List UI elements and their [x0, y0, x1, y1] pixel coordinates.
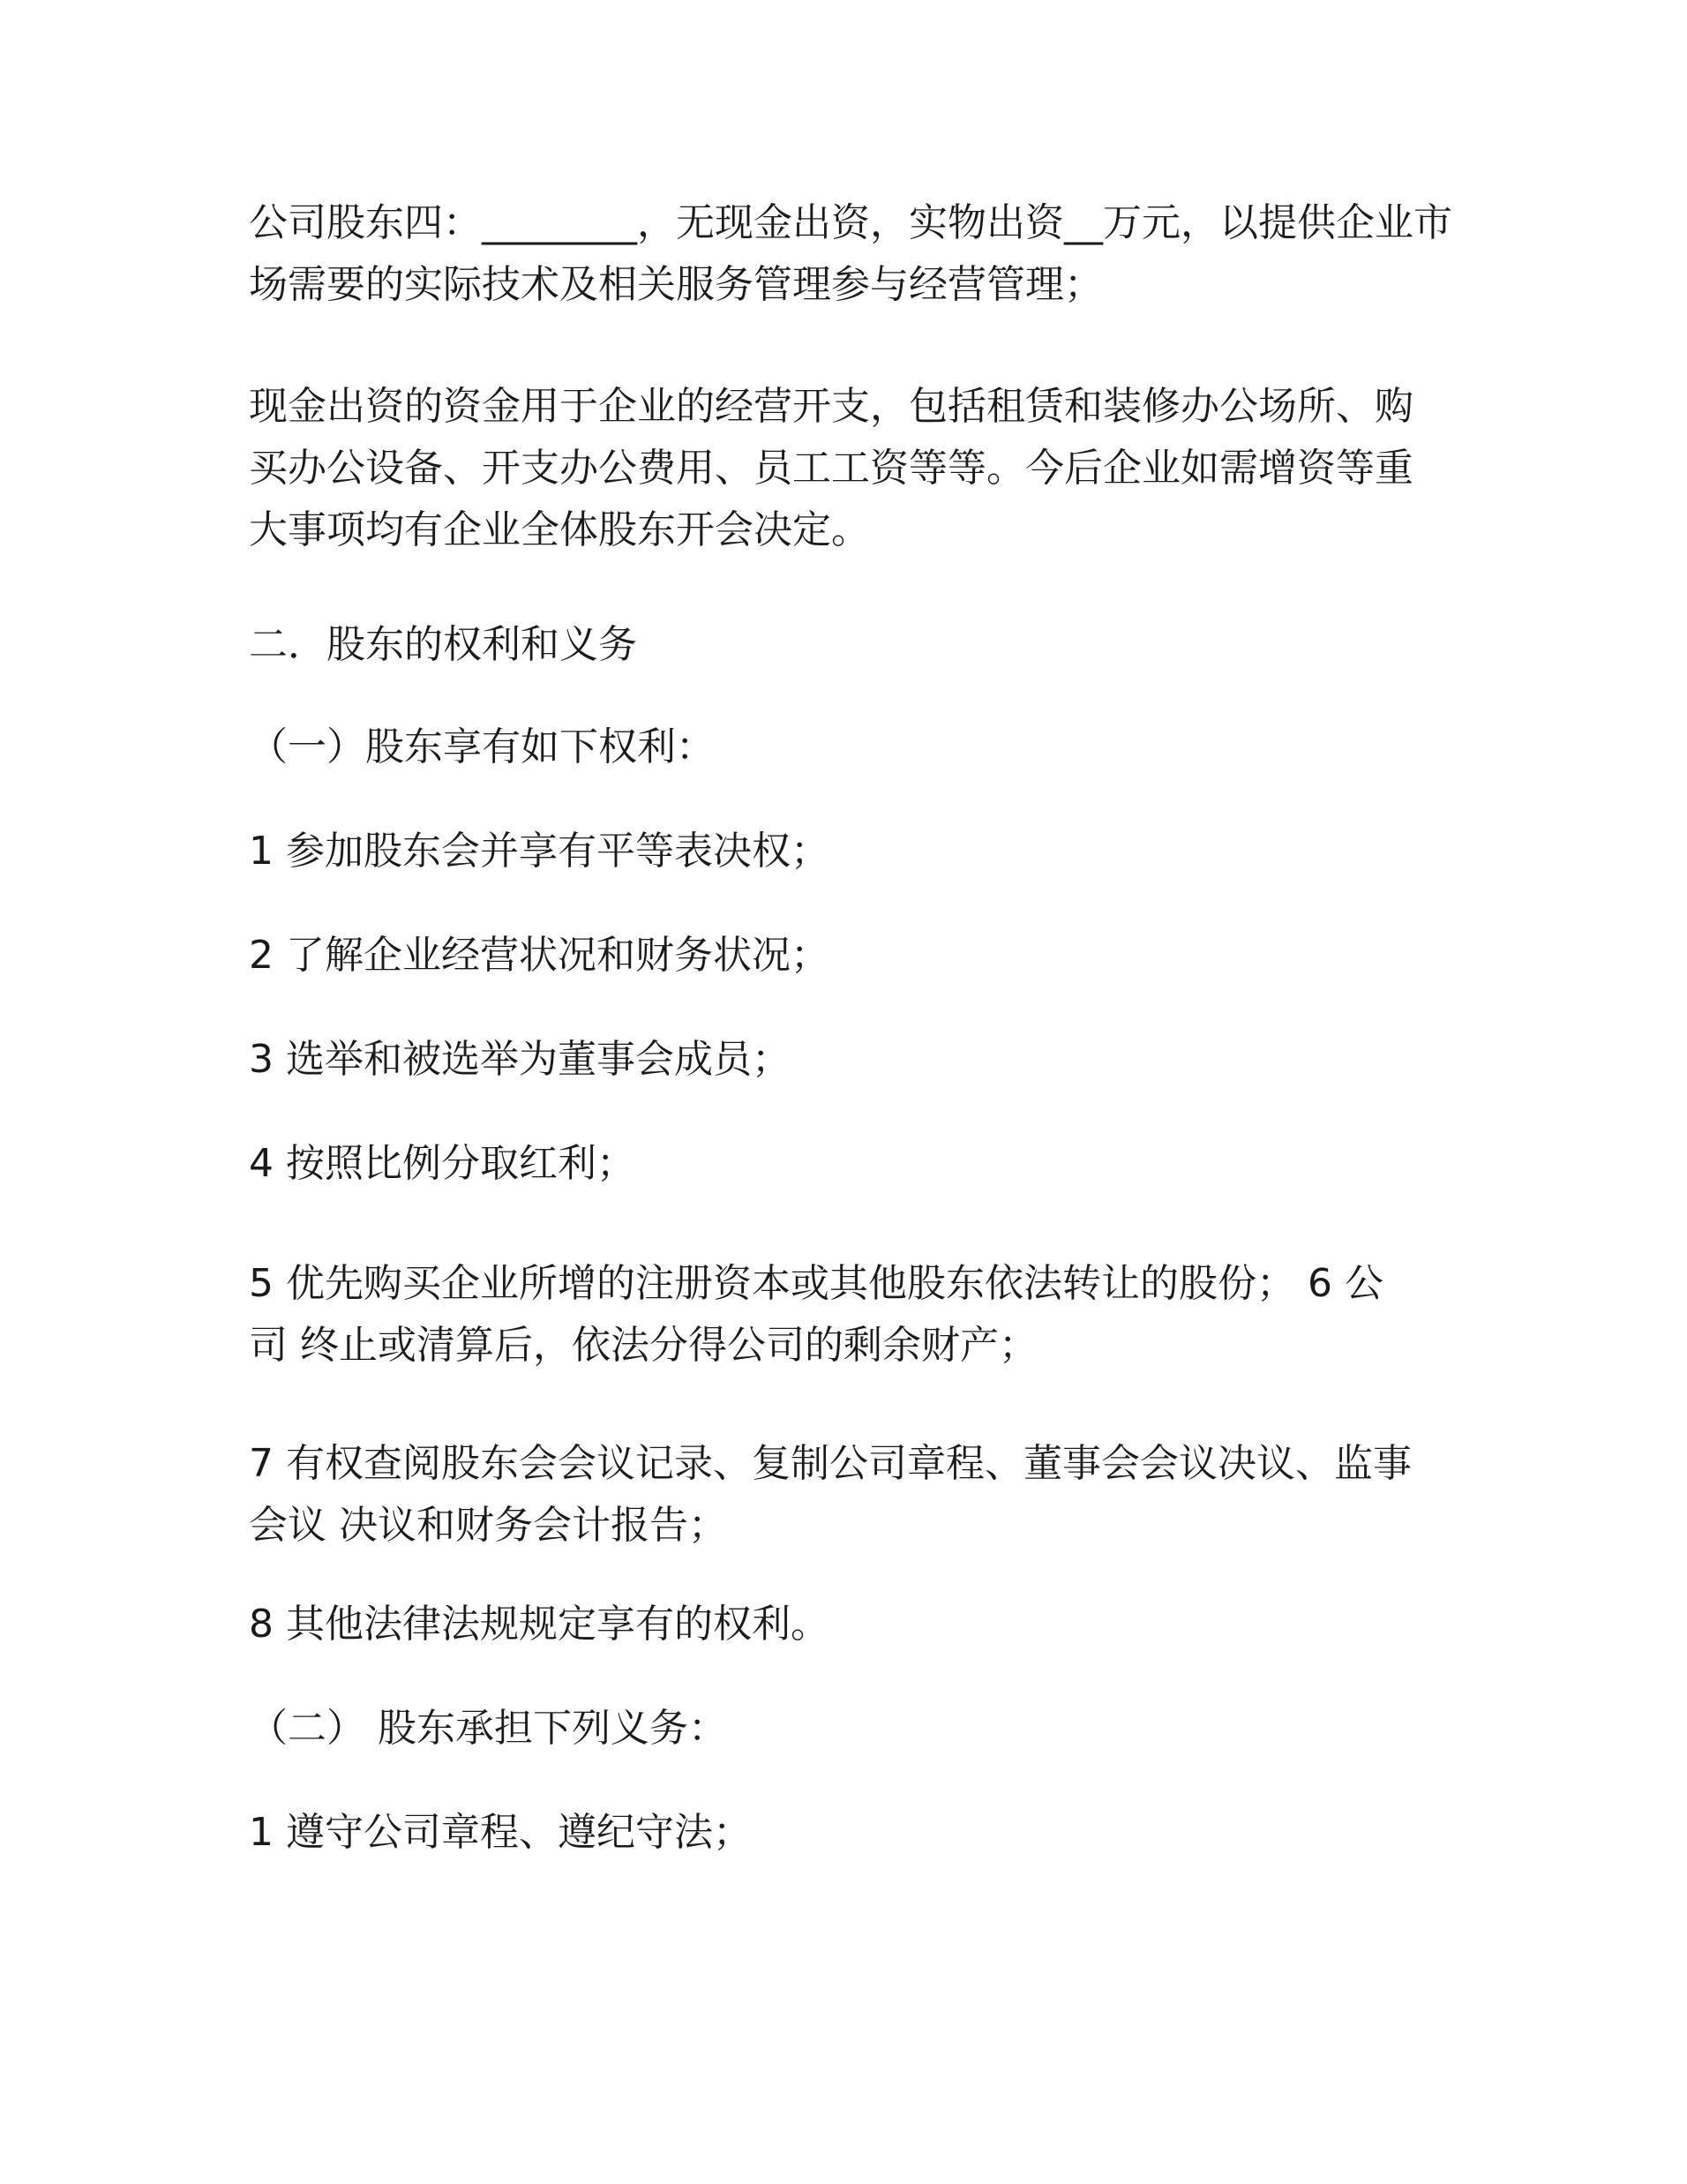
list-item-right-4 [249, 1133, 1449, 1195]
text-line: 公司股东四：________，无现金出资，实物出资__万元，以提供企业市 [249, 200, 1452, 245]
list-item-right-8 [249, 1594, 1449, 1655]
list-item-text: 1 遵守公司章程、遵纪守法； [249, 1810, 752, 1855]
text-line: 大事项均有企业全体股东开会决定。 [249, 507, 870, 552]
list-item-right-2 [249, 925, 1449, 987]
list-item-obligation-1 [249, 1802, 1449, 1864]
list-item-text: 5 优先购买企业所增的注册资本或其他股东依法转让的股份； 6 公 [249, 1261, 1383, 1306]
text-line: 现金出资的资金用于企业的经营开支，包括租赁和装修办公场所、购 [249, 384, 1413, 429]
heading-text: （二） 股东承担下列义务： [249, 1706, 727, 1751]
list-item-right-3 [249, 1029, 1449, 1091]
list-item-text: 2 了解企业经营状况和财务状况； [249, 933, 829, 978]
list-item-text: 会议 决议和财务会计报告； [249, 1503, 727, 1548]
list-item-text: 7 有权查阅股东会会议记录、复制公司章程、董事会会议决议、监事 [249, 1441, 1412, 1486]
text-line: 买办公设备、开支办公费用、员工工资等等。今后企业如需增资等重 [249, 446, 1413, 491]
list-item-right-7 [249, 1433, 1449, 1557]
list-item-text: 1 参加股东会并享有平等表决权； [249, 829, 829, 874]
rights-heading [249, 717, 1449, 778]
list-item-text: 4 按照比例分取红利； [249, 1141, 635, 1186]
text-line: 场需要的实际技术及相关服务管理参与经营管理； [249, 262, 1103, 307]
paragraph-shareholder-four [249, 192, 1452, 316]
list-item-text: 司 终止或清算后，依法分得公司的剩余财产； [249, 1323, 1038, 1368]
list-item-right-1 [249, 821, 1449, 882]
section-two-heading [249, 614, 1449, 676]
list-item-text: 8 其他法律法规规定享有的权利。 [249, 1602, 829, 1647]
paragraph-cash-usage [249, 376, 1449, 561]
list-item-right-5-6 [249, 1253, 1449, 1377]
obligations-heading [249, 1698, 1449, 1760]
list-item-text: 3 选举和被选举为董事会成员； [249, 1037, 791, 1082]
heading-text: 二．股东的权利和义务 [249, 622, 637, 667]
heading-text: （一）股东享有如下权利： [249, 724, 715, 769]
